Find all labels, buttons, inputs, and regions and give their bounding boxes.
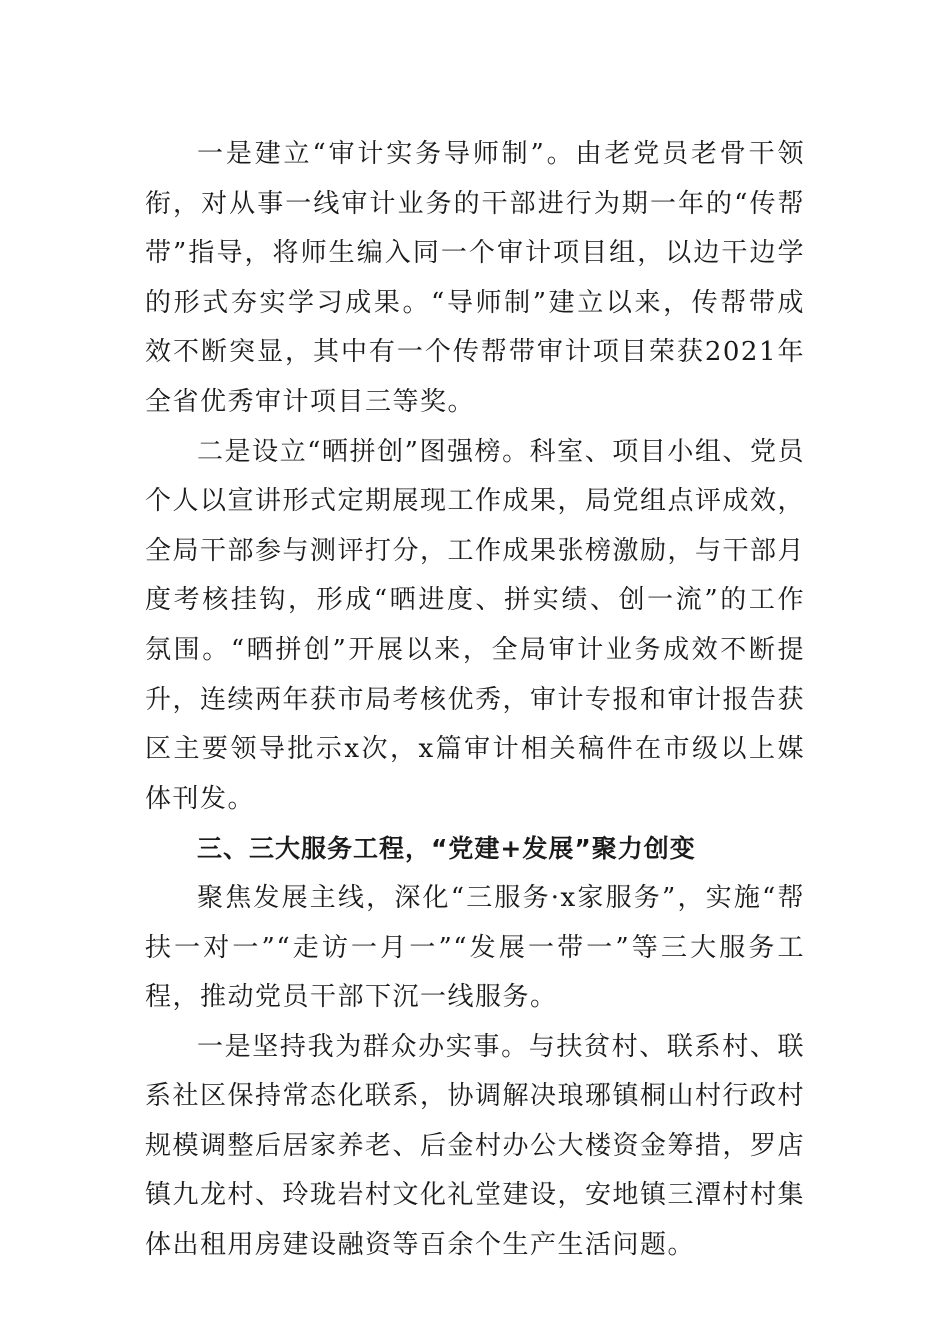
paragraph-mentor-system: 一是建立“审计实务导师制”。由老党员老骨干领衔，对从事一线审计业务的干部进行为期一年的“传帮带”指导，将师生编入同一个审计项目组，以边干边学的形式夯实学习成果。“导师制”建立以来，传帮带成效不断突显，其中有一个传帮带审计项目荣获2021年全省优秀审计项目三等奖。 <box>145 139 805 417</box>
paragraph-practical-matters: 一是坚持我为群众办实事。与扶贫村、联系村、联系社区保持常态化联系，协调解决琅琊镇桐山村行政村规模调整后居家养老、后金村办公大楼资金筹措，罗店镇九龙村、玲珑岩村文化礼堂建设，安地镇三潭村村集体出租用房建设融资等百余个生产生活问题。 <box>145 1031 806 1261</box>
paragraph-ranking-board: 二是设立“晒拼创”图强榜。科室、项目小组、党员个人以宣讲形式定期展现工作成果，局党组点评成效，全局干部参与测评打分，工作成果张榜激励，与干部月度考核挂钩，形成“晒进度、拼实绩、创一流”的工作氛围。“晒拼创”开展以来，全局审计业务成效不断提升，连续两年获市局考核优秀，审计专报和审计报告获区主要领导批示x次，x篇审计相关稿件在市级以上媒体刊发。 <box>145 436 806 814</box>
document-body <box>145 130 805 1271</box>
section-heading: 三、三大服务工程，“党建+发展”聚力创变 <box>197 834 696 864</box>
paragraph-service-projects: 聚焦发展主线，深化“三服务·x家服务”，实施“帮扶一对一”“走访一月一”“发展一带一”等三大服务工程，推动党员干部下沉一线服务。 <box>145 882 805 1013</box>
